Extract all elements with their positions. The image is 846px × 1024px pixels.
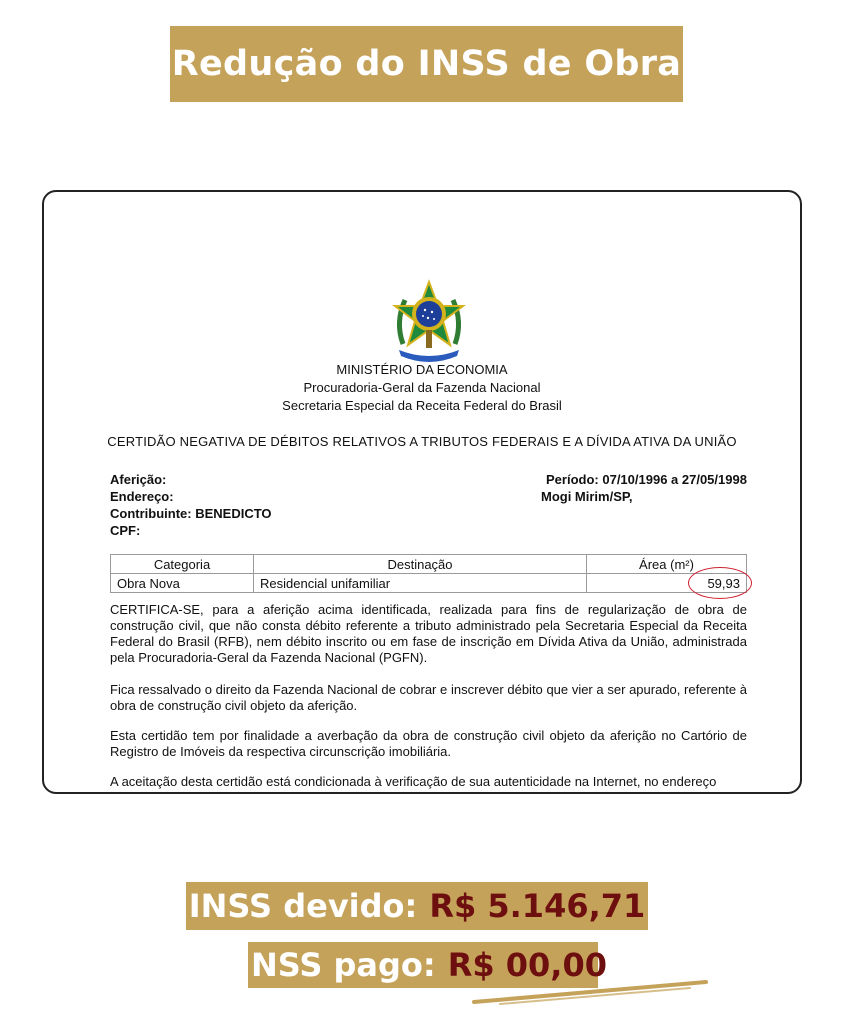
contribuinte-field [110, 506, 272, 521]
inss-devido-label: INSS devido: [188, 887, 418, 925]
contribuinte-value: BENEDICTO [195, 506, 272, 521]
ministry-name: MINISTÉRIO DA ECONOMIA [336, 362, 508, 377]
paragraph-aceitacao: A aceitação desta certidão está condicionada à verificação de sua autenticidade na Internet, no endereço [110, 774, 717, 789]
afericao-label: Aferição: [110, 472, 167, 487]
paragraph-ressalva: Fica ressalvado o direito da Fazenda Nacional de cobrar e inscrever débito que vier a ser apurado, referente à obra de construção civil objeto da aferição. [110, 682, 747, 713]
table-header-area: Área (m²) [587, 555, 747, 574]
table-header-row [111, 555, 747, 574]
table-header-categoria: Categoria [111, 555, 254, 574]
periodo-label: Período: [546, 472, 599, 487]
procuradoria-name: Procuradoria-Geral da Fazenda Nacional [303, 380, 541, 395]
paragraph-certifica: CERTIFICA-SE, para a aferição acima identificada, realizada para fins de regularização de obra de construção civil, que não consta débito referente a tributo administrado pela Secretaria Especial da Receita Federal do Brasil (RFB), nem débito inscrito ou em fase de inscrição em Dívida Ativa da União, administrada pela Procuradoria-Geral da Fazenda Nacional (PGFN). [110, 602, 747, 665]
table-row [111, 574, 747, 593]
afericao-table [110, 554, 747, 593]
inss-devido-value: R$ 5.146,71 [429, 887, 646, 925]
cpf-label: CPF: [110, 523, 141, 538]
decorative-brush-stroke [470, 978, 710, 1008]
inss-pago-value: R$ 00,00 [447, 946, 607, 984]
contribuinte-label: Contribuinte: [110, 506, 192, 521]
certificate-document-frame [42, 190, 802, 794]
page-title-banner [170, 26, 683, 102]
secretaria-name: Secretaria Especial da Receita Federal do Brasil [282, 398, 562, 413]
table-cell-area-wrapper [587, 574, 747, 593]
brazil-coat-of-arms-icon [389, 278, 469, 364]
periodo-value: 07/10/1996 a 27/05/1998 [602, 472, 747, 487]
endereco-label: Endereço: [110, 489, 174, 504]
table-header-destinacao: Destinação [254, 555, 587, 574]
inss-pago-label: INSS pago: [239, 946, 436, 984]
certificate-title: CERTIDÃO NEGATIVA DE DÉBITOS RELATIVOS A TRIBUTOS FEDERAIS E A DÍVIDA ATIVA DA UNIÃO [107, 434, 737, 449]
table-cell-area: 59,93 [707, 575, 740, 591]
table-cell-destinacao: Residencial unifamiliar [254, 574, 587, 593]
paragraph-finalidade: Esta certidão tem por finalidade a averbação da obra de construção civil objeto da aferição no Cartório de Registro de Imóveis da respectiva circunscrição imobiliária. [110, 728, 747, 759]
certificate-document [44, 192, 800, 792]
inss-devido-bar [186, 882, 648, 930]
page-title: Redução do INSS de Obra [171, 44, 682, 84]
cidade-value: Mogi Mirim/SP, [541, 489, 633, 504]
periodo-field [546, 472, 747, 487]
table-cell-categoria: Obra Nova [111, 574, 254, 593]
